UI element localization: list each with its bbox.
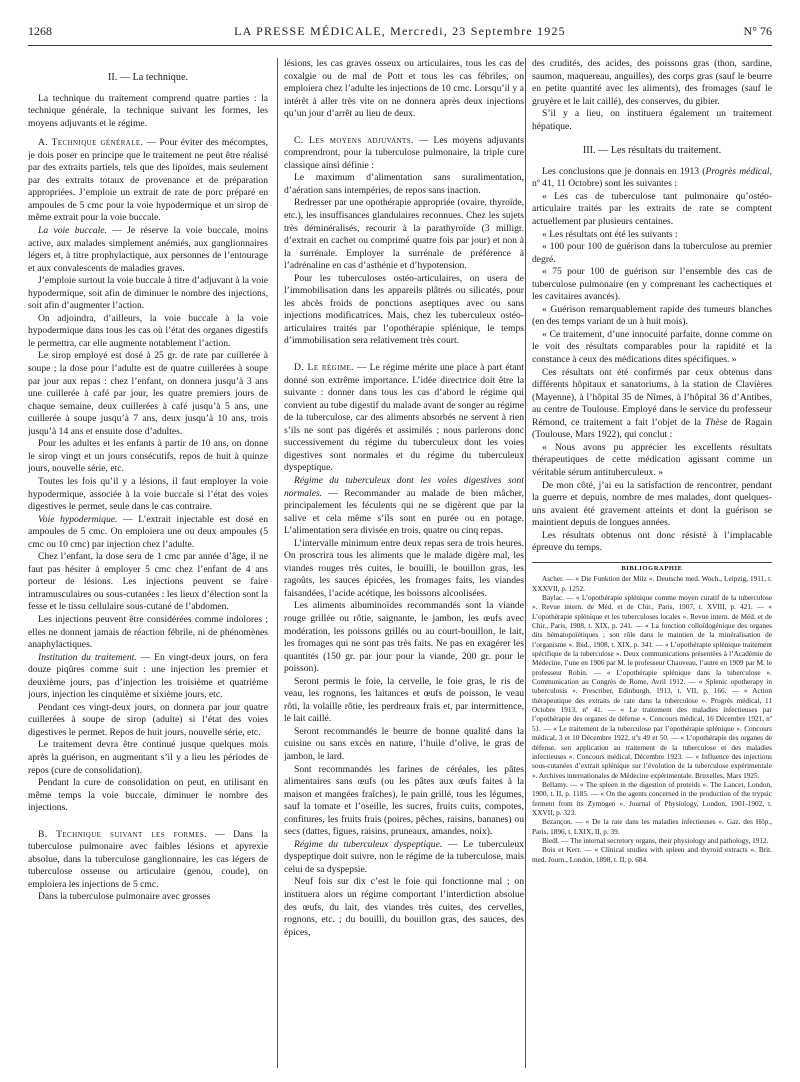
paragraph — [532, 166, 772, 191]
paragraph: Dans la tuberculose pulmonaire avec grosses — [38, 891, 211, 903]
paragraph-text: — Recommander au malade de bien mâcher, principalement les féculents qui ne se digèrent que par la salive et cela même s’ils sont en purée ou en potage. L’alimentation sera divisée en trois, quatre ou cinq repas. — [284, 487, 524, 537]
bibliography-entry: Ascher. — « Die Funktion der Milz ». Deutsche med. Woch., Leipzig, 1911, t. XXXVII, p. 1252. — [532, 575, 772, 593]
paragraph: Pendant la cure de consolidation on peut, en utilisant en même temps la voie buccale, diminuer le nombre des injections. — [28, 777, 268, 814]
subsection-heading: C. Les moyens adjuvants. — [294, 134, 414, 146]
paragraph-text: — L’extrait injectable est dosé en ampoules de 5 cmc. On emploiera une ou deux ampoules (5 cmc ou 10 cmc) par injection chez l’adulte. — [28, 513, 268, 550]
paragraph: Seront recommandés le beurre de bonne qualité dans la cuisine ou sans excès en nature, l’huile d’olive, le gras de jambon, le lard. — [284, 725, 524, 762]
paragraph-text: — Les moyens adjuvants comprendront, pour la tuberculose pulmonaire, la triple cure classique ainsi définie : — [284, 134, 524, 171]
paragraph-text: — Le régime mérite une place à part étant donné son extrême importance. L’idée directrice doit être la suivante : donner dans tous les cas d’abord le régime qui convient au tube digestif du malade avant de songer au régime de la tuberculose, car des aliments absorbés ne servent à rien s’ils ne sont pas digérés et assimilés ; nous parlerons donc successivement du régime du tuberculeux dont les voies digestives sont normales et du régime du tuberculeux dyspeptique. — [284, 362, 524, 474]
thesis-citation: Thèse — [705, 416, 728, 428]
paragraph: L’intervalle minimum entre deux repas sera de trois heures. On proscrira tous les aliments que le malade digère mal, les viandes rouges très cuites, le bouilli, le bouillon gras, les ragoûts, les sauces épicées, les fromages faits, les viandes faisandées, l’acide acétique, les boissons alcoolisées. — [284, 537, 524, 599]
paragraph: « Les cas de tuberculose tant pulmonaire qu’ostéo-articulaire traités par les extraits de rate se comptent actuellement par plusieurs centaines. — [532, 190, 772, 228]
paragraph-text: Les conclusions que je donnais en 1913 ( — [542, 165, 706, 177]
paragraph-text: de Ragain (Toulouse, Mars 1922), qui conclut : — [532, 416, 772, 441]
paragraph: Toutes les fois qu’il y a lésions, il faut employer la voie hypodermique, associée à la voie buccale si l’état des voies digestives le permet, seule dans le cas contraire. — [28, 475, 268, 513]
paragraph: Le maximum d’alimentation sans suralimentation, d’aération sans intempéries, de repos sans inaction. — [284, 172, 524, 196]
paragraph: Sont recommandés les farines de céréales, les pâtes alimentaires sans œufs (ou les pâtes aux œufs faites à la maison et mangées fraîches), le pain grillé, tous les légumes, sauf la tomate et l’oseille, les sucres, fruits cuits, compotes, confitures, les fruits frais (poires, pêches, raisins, bananes) ou secs (dattes, figues, raisins, pruneaux, amandes, noix). — [284, 763, 524, 838]
paragraph: Pour les adultes et les enfants à partir de 10 ans, on donne le sirop vingt et un jours consécutifs, repos de huit à quinze jours, nouvelle série, etc. — [28, 438, 268, 475]
paragraph — [284, 839, 524, 877]
subsection-heading: B. Technique suivant les formes. — [38, 828, 207, 840]
paragraph: S’il y a lieu, on instituera également un traitement hépatique. — [532, 108, 772, 132]
page-number: 1268 — [28, 24, 52, 38]
paragraph: Pour les tuberculoses ostéo-articulaires, on usera de l’immobilisation dans les appareils plâtrés ou silicatés, pour les abcès froids de ponctions aseptiques avec ou sans injections modificatrices. Mais, chez les tuberculeux ostéo-articulaires traités par l’opothérapie splénique, le temps d’immobilisation sera relativement très court. — [284, 272, 524, 347]
paragraph: « Les résultats ont été les suivants : — [542, 228, 678, 240]
paragraph: Le sirop employé est dosé à 25 gr. de rate par cuillerée à soupe ; la dose pour l’adulte est de quatre cuillerées à soupe par jour aux repas : chez l’enfant, on donnera jusqu’à 3 ans une cuillerée à café par jour, les quatre premiers jours de chaque semaine, deux cuillerées à café jusqu’à 5 ans, une cuillerée à soupe jusqu’à 7 ans, deux jusqu’à 10 ans, trois jusqu’à 14 ans et ensuite dose d’adultes. — [28, 350, 268, 437]
paragraph: Le traitement devra être continué jusque quelques mois après la guérison, en augmentant s’il y a lieu les périodes de repos (cure de consolidation). — [28, 739, 268, 776]
bibliography-entry: Biedl. — The internal secretory organs, their physiology and pathology, 1912. — [542, 836, 769, 845]
paragraph — [28, 829, 268, 892]
column-3 — [532, 58, 772, 1068]
paragraph: « Guérison remarquablement rapide des tumeurs blanches (en des temps variant de un à huit mois). — [532, 303, 772, 328]
paragraph-text: — Dans la tuberculose pulmonaire avec faibles lésions et apyrexie absolue, dans la tuberculose ganglionnaire, les cas légers de tuberculose osseuse ou articulaire (genou, coude), on emploiera les injections de 5 cmc. — [28, 828, 268, 890]
subsection-heading: La voie buccale. — [38, 225, 107, 237]
paragraph — [28, 137, 268, 225]
paragraph: lésions, les cas graves osseux ou articulaires, tous les cas de coxalgie ou de mal de Pott et tous les cas fébriles, on emploiera chez l’adulte les injections de 10 cmc. Lorsqu’il y a intérêt à aller très vite on ne donnera après deux injections qu’un jour d’arrêt au lieu de deux. — [284, 58, 524, 120]
bibliography-entry: Bois et Kerr. — « Clinical studies with spleen and thyroid extracts ». Brit. med. Journ., London, 1898, t. II, p. 684. — [532, 846, 772, 864]
subsection-heading: Régime du tuberculeux dyspeptique. — [294, 838, 443, 850]
bibliography-heading: BIBLIOGRAPHIE — [621, 564, 683, 572]
paragraph-text: — Le tuberculeux dyspeptique doit suivre, non le régime de la tuberculose, mais celui de sa dyspepsie. — [284, 838, 524, 875]
section-heading: III. — Les résultats du traitement. — [582, 145, 722, 157]
paragraph — [28, 652, 268, 702]
paragraph: des crudités, des acides, des poissons gras (thon, sardine, saumon, maquereau, anguilles), des corps gras (sauf le beurre en petite quantité avec les aliments), des fromages (sauf le gruyère et le lait caillé), des conserves, du gibier. — [532, 58, 772, 107]
bibliography-entry: Baylac. — « L’opothérapie splénique comme moyen curatif de la tuberculose ». Revue intern. de Méd. et de Chir., Paris, 1907, t. XVIII, p. 421. — « L’opothérapie splénique et les tuberculoses locales ». Revue intern. de Méd. et de Chir., Paris, 1908, t. XIX, p. 241. — « La fonction colloïdogénique des organes dits hématopoïétiques ; son rôle dans le maintien de la minéralisation de l’organisme ». Ibid., 1908, t. XIX, p. 341. — « L’opothérapie splénique traitement spécifique de la tuberculose ». Deux communications présentées à l’Académie de Médecine, l’une en 1906 par M. le professeur Chauveau, l’autre en 1909 par M. le professeur Robin. — « L’opothérapie splénique dans la tuberculose ». Communication au Congrès de Rome, Avril 1912. — « Splenic opotherapy in tuberculosis ». Prescriber, Edinburgh, 1913, t. VII, p. 166. — « Action thérapeutique des extraits de rate dans la tuberculose ». Progrès médical, 11 Octobre 1913, nº 41. — « Le traitement des maladies infectieuses par l’opothérapie des organes de défense ». Concours médical, 16 Décembre 1921, nº 51. — « Le traitement de la tuberculose par l’opothérapie splénique ». Concours médical, 3 et 10 Décembre 1922, nºs 49 et 50. — « L’opothérapie des organes de défense, son application au traitement de la tuberculose et des maladies infectieuses ». Concours médical, Décembre 1923. — « Influence des injections sous-cutanées d’extrait splénique sur l’évolution de la tuberculose expérimentale ». Archives internationales de Médecine expérimentale. Bruxelles, Mars 1925. — [532, 594, 772, 780]
subsection-heading: Voie hypodermique. — [38, 513, 118, 525]
paragraph — [28, 514, 268, 552]
paragraph — [284, 362, 524, 475]
subsection-heading: A. Technique générale. — [38, 137, 144, 149]
column-divider — [525, 58, 526, 1068]
section-heading: II. — La technique. — [107, 72, 189, 83]
journal-citation: Progrès médical — [705, 165, 770, 177]
paragraph — [284, 475, 524, 538]
bibliography — [532, 575, 772, 865]
paragraph: Les résultats obtenus ont donc résisté à l’implacable épreuve du temps. — [532, 529, 772, 554]
column-1 — [28, 58, 268, 1068]
paragraph — [532, 367, 772, 442]
subsection-heading: Régime du tuberculeux dont les voies digestives sont normales. — [284, 474, 524, 499]
paragraph-text: — Je réserve la voie buccale, moins active, aux malades simplement anémiés, aux ganglionnaires légers et, à titre prophylactique, aux personnes de l’entourage et aux convalescents de maladies graves. — [28, 225, 268, 274]
paragraph: La technique du traitement comprend quatre parties : la technique générale, la technique suivant les formes, les moyens adjuvants et le régime. — [28, 92, 268, 129]
paragraph: Pendant ces vingt-deux jours, on donnera par jour quatre cuillerées à soupe de sirop (adulte) si l’état des voies digestives le permet. Repos de huit jours, nouvelle série, etc. — [28, 701, 268, 738]
paragraph: On adjoindra, d’ailleurs, la voie buccale à la voie hypodermique dans tous les cas où l’état des organes digestifs le permettra, car elle augmente notablement l’action. — [28, 312, 268, 349]
issue-number: N° 76 — [743, 24, 772, 38]
header-rule — [28, 45, 772, 46]
column-2 — [284, 58, 524, 1068]
bibliography-entry: Bellamy. — « The spleen in the digestion of proteids ». The Lancet, London, 1900, t. II, p. 1185. — « On the agents concerned in the production of the trypsic ferment from its Zymogen ». Journal of Physiology, London, 1901-1902, t. XXVII, p. 323. — [532, 780, 772, 817]
paragraph — [28, 225, 268, 275]
paragraph-text: — En vingt-deux jours, on fera douze piqûres comme suit : une injection les premier et deuxième jours, pas d’injection les troisième et quatrième jours, injection les cinquième et sixième jours, etc. — [28, 651, 268, 701]
paragraph: « Ce traitement, d’une innocuité parfaite, donne comme on le voit des résultats comparables pour la rapidité et la constance à ceux des médications dites spécifiques. » — [532, 328, 772, 366]
paragraph: Les aliments albuminoïdes recommandés sont la viande rouge grillée ou rôtie, saignante, le jambon, les œufs avec modération, les poissons grillés ou au court-bouillon, le lait, les fromages qui ne sont pas très faits. Ne pas en exagérer les quantités (150 gr. par jour pour la viande, 200 gr. pour le poisson). — [284, 600, 524, 675]
subsection-heading: Institution du traitement. — [38, 651, 137, 663]
paragraph: « 75 pour 100 de guérison sur l’ensemble des cas de tuberculose pulmonaire (en y comprenant les cachectiques et les cavitaires avancés). — [532, 266, 772, 303]
paragraph: Les injections peuvent être considérées comme indolores ; elles ne donnent jamais de réaction fébrile, ni de phénomènes anaphylactiques. — [28, 613, 268, 651]
paragraph: J’emploie surtout la voie buccale à titre d’adjuvant à la voie hypodermique, soit afin de diminuer le nombre des injections, soit afin d’augmenter l’action. — [28, 275, 268, 312]
bibliography-entry: Bezançon. — « De la rate dans les maladies infectieuses ». Gaz. des Hôp., Paris, 1896, t. LXIX, II, p. 39. — [532, 818, 772, 836]
paragraph: De mon côté, j’ai eu la satisfaction de rencontrer, pendant la guerre et depuis, nombre de mes malades, dont quelques-uns avaient été gravement atteints et dont la guérison se maintient depuis de longues années. — [532, 479, 772, 529]
paragraph: Redresser par une opothérapie appropriée (ovaire, thyroïde, etc.), les insuffisances glandulaires reconnues. Chez les sujets très déminéralisés, recourir à la parathyroïde (3 milligr. d’extrait en cachet ou comprimé quatre fois par jour) et non à la surrénale. Employer la surrénale de préférence à l’adrénaline en cas d’asthénie et d’hypotension. — [284, 197, 524, 272]
subsection-heading: D. Le régime. — [294, 362, 354, 374]
paragraph: « Nous avons pu apprécier les excellents résultats thérapeutiques de cette médication agissant comme un véritable sérum antituberculeux. » — [532, 441, 772, 478]
page-header — [28, 24, 772, 42]
paragraph: Seront permis le foie, la cervelle, le foie gras, le ris de veau, les rognons, les laitances et œufs de poisson, le veau rôti, la volaille rôtie, les perdreaux frais et, par intermittence, le lait caillé. — [284, 675, 524, 725]
paragraph-text: , nº 41, 11 Octobre) sont les suivantes : — [532, 165, 772, 190]
paragraph: Chez l’enfant, la dose sera de 1 cmc par année d’âge, il ne faut pas hésiter à employer 5 cmc chez l’enfant de 4 ans porteur de lésions. Les injections peuvent se faire intramusculaires ou sous-cutanées : les lieux d’élection sont la fesse et le tissu cellulaire sous-cutané de l’abdomen. — [28, 551, 268, 613]
journal-title: LA PRESSE MÉDICALE, Mercredi, 23 Septembre 1925 — [234, 24, 566, 38]
paragraph-text: — Pour éviter des mécomptes, je dois poser en principe que le traitement ne peut être réalisé par des extraits partiels, tels que des lipoïdes, mais seulement par des extraits totaux de provenance et de préparation appropriées. J’emploie un extrait de rate de porc préparé en ampoules de 5 cmc pour la voie hypodermique et un sirop de même extrait pour la voie buccale. — [28, 137, 268, 224]
column-divider — [277, 58, 278, 1068]
paragraph: « 100 pour 100 de guérison dans la tuberculose au premier degré. — [532, 241, 772, 265]
paragraph: Neuf fois sur dix c’est le foie qui fonctionne mal ; on instituera alors un régime comportant l’interdiction absolue des œufs, du lait, des viandes très cuites, des cervelles, rognons, etc. ; du bouilli, du bouillon gras, des sauces, des épices, — [284, 876, 524, 938]
paragraph — [284, 135, 524, 173]
paragraph-text: Ces résultats ont été confirmés par ceux obtenus dans différents hôpitaux et sanatoriums, à la station de Clavières (Mayenne), à l’hôpital 35 de Nîmes, à l’hôpital 36 d’Antibes, au centre de Toulouse. Employé dans le service du professeur Rémond, ce traitement a fait l’objet de la — [532, 366, 772, 428]
